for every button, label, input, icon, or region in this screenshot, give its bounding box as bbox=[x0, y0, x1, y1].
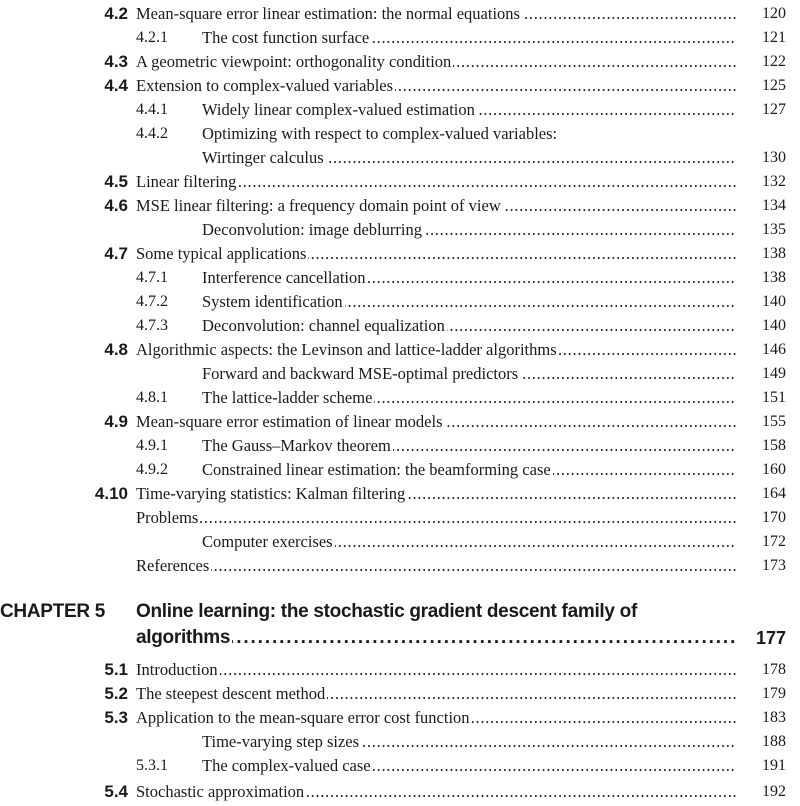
page-number: 138 bbox=[762, 269, 786, 286]
section-title: The steepest descent method . . . bbox=[136, 684, 736, 704]
page-number: 179 bbox=[762, 685, 786, 702]
page-number: 138 bbox=[762, 245, 786, 262]
section-number: 4.9 bbox=[104, 412, 128, 431]
toc-entry bbox=[0, 100, 800, 124]
page-number: 164 bbox=[762, 485, 786, 502]
toc-entry bbox=[0, 556, 800, 580]
section-number: 4.10 bbox=[94, 484, 128, 503]
page-number: 146 bbox=[762, 341, 786, 358]
toc-entry bbox=[0, 508, 800, 532]
page-number: 130 bbox=[762, 149, 786, 166]
toc-entry bbox=[0, 340, 800, 364]
page-number: 140 bbox=[762, 317, 786, 334]
section-number: 5.1 bbox=[104, 660, 128, 679]
section-title: MSE linear filtering: a frequency domain point of view . . . bbox=[136, 196, 736, 216]
toc-entry bbox=[0, 732, 800, 756]
page-number: 149 bbox=[762, 365, 786, 382]
toc-entry bbox=[0, 268, 800, 292]
subsection-number: 4.9.2 bbox=[136, 461, 168, 478]
toc-entry bbox=[0, 244, 800, 268]
section-title: Extension to complex-valued variables . . . bbox=[136, 76, 736, 96]
section-number: 4.8 bbox=[104, 340, 128, 359]
section-number: 4.2 bbox=[104, 4, 128, 23]
section-number: 4.7 bbox=[104, 244, 128, 263]
subsection-number: 5.3.1 bbox=[136, 757, 168, 774]
toc-entry bbox=[0, 292, 800, 316]
subsection-number: 4.4.1 bbox=[136, 101, 168, 118]
page-number: 188 bbox=[762, 733, 786, 750]
page-number: 191 bbox=[762, 757, 786, 774]
chapter-heading-continued bbox=[0, 628, 800, 652]
toc-entry bbox=[0, 436, 800, 460]
toc-entry bbox=[0, 124, 800, 148]
page-number: 122 bbox=[762, 53, 786, 70]
toc-entry bbox=[0, 388, 800, 412]
subsection-title: Constrained linear estimation: the beamforming case . . . bbox=[202, 460, 736, 480]
subsection-title: Deconvolution: channel equalization . . . bbox=[202, 316, 736, 336]
toc-entry bbox=[0, 220, 800, 244]
section-title: A geometric viewpoint: orthogonality condition . . . bbox=[136, 52, 736, 72]
chapter-heading bbox=[0, 602, 800, 626]
subsection-number: 4.7.2 bbox=[136, 293, 168, 310]
toc-entry bbox=[0, 782, 800, 806]
toc-entry bbox=[0, 684, 800, 708]
toc-entry bbox=[0, 196, 800, 220]
section-number: 4.3 bbox=[104, 52, 128, 71]
toc-entry bbox=[0, 460, 800, 484]
toc-entry-continued bbox=[0, 148, 800, 172]
subsection-title: The lattice-ladder scheme . . . bbox=[202, 388, 736, 408]
page-number: 172 bbox=[762, 533, 786, 550]
subsection-title: The cost function surface . . . bbox=[202, 28, 736, 48]
unnumbered-title: Problems . . . bbox=[136, 508, 736, 528]
subsection-title: The complex-valued case . . . bbox=[202, 756, 736, 776]
page-number: 155 bbox=[762, 413, 786, 430]
page-number: 192 bbox=[762, 783, 786, 800]
toc-entry bbox=[0, 76, 800, 100]
toc-entry bbox=[0, 484, 800, 508]
page-number: 183 bbox=[762, 709, 786, 726]
page-number: 125 bbox=[762, 77, 786, 94]
subsection-number: 4.4.2 bbox=[136, 125, 168, 142]
toc-entry bbox=[0, 4, 800, 28]
toc-entry bbox=[0, 532, 800, 556]
page-number: 134 bbox=[762, 197, 786, 214]
page-number: 121 bbox=[762, 29, 786, 46]
page-number: 132 bbox=[762, 173, 786, 190]
subsection-title: The Gauss–Markov theorem . . . bbox=[202, 436, 736, 456]
section-title: Some typical applications . . . bbox=[136, 244, 736, 264]
toc-entry bbox=[0, 660, 800, 684]
page-number: 158 bbox=[762, 437, 786, 454]
toc-entry bbox=[0, 364, 800, 388]
page-number: 151 bbox=[762, 389, 786, 406]
unnumbered-title: Time-varying step sizes . . . bbox=[202, 732, 736, 752]
section-number: 4.4 bbox=[104, 76, 128, 95]
page-number: 127 bbox=[762, 101, 786, 118]
subsection-title: System identification . . . bbox=[202, 292, 736, 312]
toc-entry bbox=[0, 172, 800, 196]
page-number: 120 bbox=[762, 5, 786, 22]
unnumbered-title: Deconvolution: image deblurring . . . bbox=[202, 220, 736, 240]
section-title: Application to the mean-square error cost function . . . bbox=[136, 708, 736, 728]
toc-entry bbox=[0, 28, 800, 52]
section-number: 4.5 bbox=[104, 172, 128, 191]
subsection-title: Interference cancellation . . . bbox=[202, 268, 736, 288]
subsection-number: 4.2.1 bbox=[136, 29, 168, 46]
subsection-title: Widely linear complex-valued estimation . . . bbox=[202, 100, 736, 120]
toc-entry bbox=[0, 316, 800, 340]
toc-entry bbox=[0, 412, 800, 436]
section-title: Linear filtering . . . bbox=[136, 172, 736, 192]
section-title: Algorithmic aspects: the Levinson and lattice-ladder algorithms . . . bbox=[136, 340, 736, 360]
section-title: Introduction . . . bbox=[136, 660, 736, 680]
toc-entry bbox=[0, 708, 800, 732]
unnumbered-title: Forward and backward MSE-optimal predictors . . . bbox=[202, 364, 736, 384]
subsection-number: 4.7.3 bbox=[136, 317, 168, 334]
subsection-number: 4.7.1 bbox=[136, 269, 168, 286]
section-title: Time-varying statistics: Kalman filtering . . . bbox=[136, 484, 736, 504]
page-number: 160 bbox=[762, 461, 786, 478]
page-number: 135 bbox=[762, 221, 786, 238]
unnumbered-title: References . . . bbox=[136, 556, 736, 576]
section-number: 5.3 bbox=[104, 708, 128, 727]
page-number: 170 bbox=[762, 509, 786, 526]
unnumbered-title: Computer exercises . . . bbox=[202, 532, 736, 552]
subsection-number: 4.9.1 bbox=[136, 437, 168, 454]
section-number: 5.4 bbox=[104, 782, 128, 801]
page-number: 177 bbox=[755, 628, 786, 648]
subsection-title-line2: Wirtinger calculus . . . bbox=[202, 148, 736, 168]
section-title: Mean-square error estimation of linear models . . . bbox=[136, 412, 736, 432]
chapter-label: CHAPTER 5 bbox=[0, 601, 105, 622]
page-number: 140 bbox=[762, 293, 786, 310]
section-number: 5.2 bbox=[104, 684, 128, 703]
page-number: 173 bbox=[762, 557, 786, 574]
chapter-title-line1: Online learning: the stochastic gradient descent family of bbox=[136, 601, 637, 622]
toc-entry bbox=[0, 756, 800, 780]
chapter-title-line2: algorithms . . . bbox=[136, 628, 736, 648]
page-number: 178 bbox=[762, 661, 786, 678]
subsection-title-line1: Optimizing with respect to complex-valued variables: bbox=[202, 124, 558, 143]
toc-entry bbox=[0, 52, 800, 76]
subsection-number: 4.8.1 bbox=[136, 389, 168, 406]
section-title: Mean-square error linear estimation: the normal equations . . . bbox=[136, 4, 736, 24]
section-number: 4.6 bbox=[104, 196, 128, 215]
section-title: Stochastic approximation . . . bbox=[136, 782, 736, 802]
